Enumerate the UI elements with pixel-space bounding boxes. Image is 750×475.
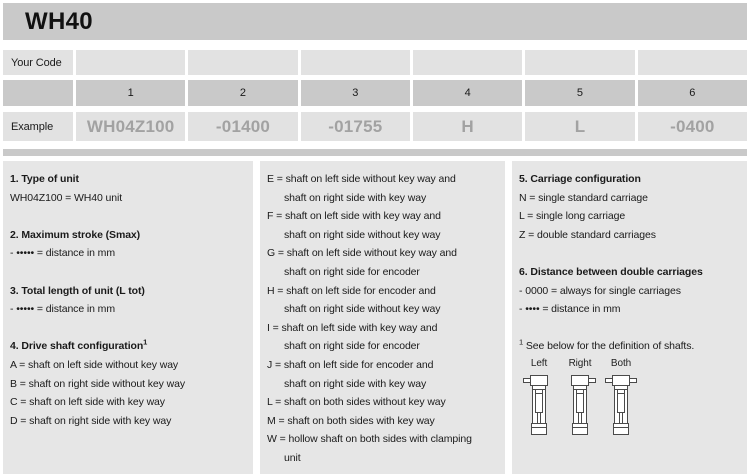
section-4-heading: 4. Drive shaft configuration$^1$	[10, 337, 148, 353]
shaft-left-icon	[522, 371, 556, 437]
shaft-code-e: E = shaft on left side without key way and	[267, 173, 456, 185]
example-value-5: L	[525, 112, 634, 141]
section-6-heading: 6. Distance between double carriages	[519, 265, 703, 278]
shaft-code-w-cont: unit	[284, 451, 301, 464]
section-3-heading: 3. Total length of unit (L tot)	[10, 284, 145, 297]
shaft-code-h: H = shaft on left side for encoder and	[267, 284, 436, 297]
your-code-field-5	[525, 50, 634, 75]
legend-panels	[3, 161, 747, 474]
shaft-code-b: B = shaft on right side without key way	[10, 377, 185, 390]
example-value-1: WH04Z100	[76, 112, 185, 141]
shaft-both-icon	[604, 371, 638, 437]
section-1-line: WH04Z100 = WH40 unit	[10, 191, 123, 204]
page-title: WH40	[25, 7, 93, 35]
section-2-heading: 2. Maximum stroke (Smax)	[10, 228, 141, 241]
shaft-diagram-left	[521, 358, 557, 437]
legend-panel-left	[3, 161, 253, 474]
example-label: Example	[3, 112, 73, 141]
section-divider-bar	[3, 149, 747, 156]
example-row	[3, 112, 747, 141]
shaft-diagram-right	[562, 358, 598, 437]
section-5-heading: 5. Carriage configuration	[519, 173, 641, 185]
carriage-code-n: N = single standard carriage	[519, 191, 648, 204]
shaft-diagram-right-label: Right	[568, 357, 592, 369]
carriage-code-l: L = single long carriage	[519, 210, 626, 223]
section-1-heading: 1. Type of unit	[10, 173, 79, 185]
position-number-row	[3, 80, 747, 106]
your-code-field-1	[76, 50, 185, 75]
title-bar	[3, 3, 747, 40]
shafts-footnote: $^1$ See below for the definition of shafts.	[519, 337, 695, 353]
legend-panel-middle	[260, 161, 505, 474]
shaft-diagram-both-label: Both	[610, 357, 632, 369]
section-2-line: - ••••• = distance in mm	[10, 247, 115, 260]
shaft-code-i: I = shaft on left side with key way and	[267, 321, 438, 334]
example-value-3: -01755	[301, 112, 410, 141]
shaft-code-g: G = shaft on left side without key way and	[267, 247, 457, 260]
shaft-code-e-cont: shaft on right side with key way	[284, 191, 427, 204]
your-code-row	[3, 50, 747, 75]
shaft-code-j: J = shaft on left side for encoder and	[267, 358, 434, 371]
shaft-diagram-both	[603, 358, 639, 437]
shaft-code-h-cont: shaft on right side without key way	[284, 303, 441, 316]
your-code-field-6	[638, 50, 747, 75]
your-code-field-2	[188, 50, 297, 75]
your-code-field-3	[301, 50, 410, 75]
shaft-code-f-cont: shaft on right side without key way	[284, 228, 441, 241]
shaft-code-i-cont: shaft on right side for encoder	[284, 340, 420, 353]
shaft-code-f: F = shaft on left side with key way and	[267, 210, 441, 223]
your-code-label: Your Code	[3, 50, 73, 75]
carriage-code-z: Z = double standard carriages	[519, 228, 656, 241]
position-number-3: 3	[301, 80, 410, 106]
shaft-code-w: W = hollow shaft on both sides with clamping	[267, 433, 472, 446]
position-number-spacer	[3, 80, 73, 106]
example-value-2: -01400	[188, 112, 297, 141]
shaft-code-j-cont: shaft on right side with key way	[284, 377, 427, 390]
position-number-4: 4	[413, 80, 522, 106]
footnote-marker: 1	[143, 337, 148, 347]
position-number-5: 5	[525, 80, 634, 106]
shaft-code-c: C = shaft on left side with key way	[10, 396, 165, 409]
shaft-code-a: A = shaft on left side without key way	[10, 358, 179, 371]
example-value-6: -0400	[638, 112, 747, 141]
shaft-code-l: L = shaft on both sides without key way	[267, 396, 446, 409]
shaft-diagram-left-label: Left	[530, 357, 548, 369]
shaft-right-icon	[563, 371, 597, 437]
example-value-4: H	[413, 112, 522, 141]
shaft-code-d: D = shaft on right side with key way	[10, 414, 172, 427]
shaft-code-g-cont: shaft on right side for encoder	[284, 265, 420, 278]
your-code-field-4	[413, 50, 522, 75]
distance-code-0000: - 0000 = always for single carriages	[519, 284, 681, 297]
section-3-line: - ••••• = distance in mm	[10, 303, 115, 316]
legend-panel-right	[512, 161, 747, 474]
position-number-1: 1	[76, 80, 185, 106]
distance-code-dots: - •••• = distance in mm	[519, 303, 621, 316]
position-number-6: 6	[638, 80, 747, 106]
footnote-marker: 1	[519, 337, 524, 347]
shaft-code-m: M = shaft on both sides with key way	[267, 414, 435, 427]
position-number-2: 2	[188, 80, 297, 106]
shaft-definition-diagram	[519, 358, 743, 437]
